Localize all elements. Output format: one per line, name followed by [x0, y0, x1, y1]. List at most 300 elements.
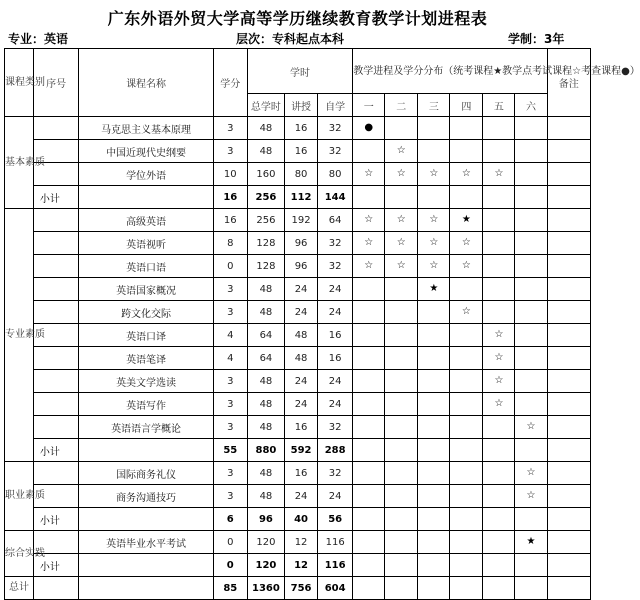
lecture-cell: 756 [285, 577, 318, 600]
semester-mark: ☆ [515, 485, 547, 508]
semester-mark [418, 393, 450, 416]
course-name [79, 508, 213, 531]
semester-mark [385, 577, 418, 600]
semester-mark [385, 393, 418, 416]
subtotal-label: 小计 [33, 439, 78, 462]
total-hours-cell: 48 [247, 278, 284, 301]
table-row [5, 209, 591, 232]
table-row [5, 347, 591, 370]
semester-mark [483, 416, 515, 439]
semester-mark [515, 439, 547, 462]
self-study-cell: 24 [318, 370, 353, 393]
semester-mark: ☆ [418, 255, 450, 278]
credits-cell: 0 [213, 531, 247, 554]
credits-cell: 8 [213, 232, 247, 255]
course-table [4, 48, 640, 600]
credits-cell: 3 [213, 301, 247, 324]
semester-mark [385, 278, 418, 301]
semester-mark [515, 554, 547, 577]
header-course-name: 课程名称 [79, 49, 213, 117]
course-name [79, 577, 213, 600]
course-name: 英语视听 [79, 232, 213, 255]
remarks-cell [547, 508, 591, 531]
remarks-cell [547, 117, 591, 140]
self-study-cell: 288 [318, 439, 353, 462]
course-name: 高级英语 [79, 209, 213, 232]
seq-cell [33, 232, 78, 255]
self-study-cell: 16 [318, 347, 353, 370]
remarks-cell [547, 140, 591, 163]
semester-mark: ☆ [353, 255, 385, 278]
semester-mark [418, 439, 450, 462]
semester-mark [450, 531, 483, 554]
total-hours-cell: 160 [247, 163, 284, 186]
semester-mark [353, 462, 385, 485]
semester-mark [483, 186, 515, 209]
semester-mark [483, 508, 515, 531]
semester-mark [515, 163, 547, 186]
semester-mark [353, 370, 385, 393]
seq-cell [33, 209, 78, 232]
credits-cell: 3 [213, 370, 247, 393]
self-study-cell: 64 [318, 209, 353, 232]
seq-cell [33, 393, 78, 416]
course-name: 商务沟通技巧 [79, 485, 213, 508]
semester-mark [483, 439, 515, 462]
credits-cell: 10 [213, 163, 247, 186]
lecture-cell: 48 [285, 324, 318, 347]
credits-cell: 85 [213, 577, 247, 600]
header-semester-4: 四 [450, 94, 483, 117]
total-hours-cell: 48 [247, 117, 284, 140]
semester-mark [385, 508, 418, 531]
credits-cell: 3 [213, 117, 247, 140]
header-hours: 学时 [247, 49, 352, 94]
lecture-cell: 16 [285, 462, 318, 485]
course-name: 英语口语 [79, 255, 213, 278]
seq-cell [33, 301, 78, 324]
total-hours-cell: 256 [247, 209, 284, 232]
category-basic: 基本素质 [5, 117, 34, 209]
semester-mark [385, 554, 418, 577]
semester-mark: ☆ [483, 370, 515, 393]
lecture-cell: 12 [285, 531, 318, 554]
semester-mark: ☆ [515, 416, 547, 439]
self-study-cell: 24 [318, 278, 353, 301]
table-row [5, 370, 591, 393]
semester-mark [418, 186, 450, 209]
seq-cell [33, 462, 78, 485]
semester-mark [483, 577, 515, 600]
subtotal-row [5, 439, 591, 462]
total-hours-cell: 48 [247, 301, 284, 324]
self-study-cell: 116 [318, 531, 353, 554]
course-name: 中国近现代史纲要 [79, 140, 213, 163]
lecture-cell: 16 [285, 416, 318, 439]
lecture-cell: 112 [285, 186, 318, 209]
semester-mark: ☆ [450, 255, 483, 278]
semester-mark [483, 140, 515, 163]
seq-cell [33, 577, 78, 600]
self-study-cell: 32 [318, 117, 353, 140]
self-study-cell: 24 [318, 393, 353, 416]
semester-mark: ☆ [385, 232, 418, 255]
table-row [5, 324, 591, 347]
remarks-cell [547, 347, 591, 370]
table-row [5, 140, 591, 163]
semester-mark [515, 301, 547, 324]
seq-cell [33, 370, 78, 393]
semester-mark: ☆ [353, 163, 385, 186]
lecture-cell: 24 [285, 393, 318, 416]
semester-mark: ★ [418, 278, 450, 301]
course-name [79, 554, 213, 577]
category-major: 专业素质 [5, 209, 34, 462]
self-study-cell: 32 [318, 255, 353, 278]
course-name: 英语笔译 [79, 347, 213, 370]
semester-mark: ● [353, 117, 385, 140]
semester-mark [418, 117, 450, 140]
level-label: 层次：专科起点本科 [236, 32, 345, 46]
semester-mark [353, 577, 385, 600]
remarks-cell [547, 531, 591, 554]
sheet-title: 广东外语外贸大学高等学历继续教育教学计划进程表 [107, 8, 488, 28]
semester-mark [483, 531, 515, 554]
table-row [5, 416, 591, 439]
semester-mark [385, 324, 418, 347]
credits-cell: 3 [213, 462, 247, 485]
semester-mark [385, 186, 418, 209]
semester-mark: ☆ [385, 209, 418, 232]
semester-mark [515, 393, 547, 416]
semester-mark [418, 485, 450, 508]
semester-mark [418, 301, 450, 324]
semester-mark: ☆ [450, 301, 483, 324]
header-semester-2: 二 [385, 94, 418, 117]
semester-mark [418, 554, 450, 577]
table-row [5, 462, 591, 485]
remarks-cell [547, 324, 591, 347]
semester-mark: ☆ [418, 232, 450, 255]
semester-mark: ☆ [353, 209, 385, 232]
course-name: 英语语言学概论 [79, 416, 213, 439]
self-study-cell: 604 [318, 577, 353, 600]
remarks-cell [547, 554, 591, 577]
course-name: 英语国家概况 [79, 278, 213, 301]
credits-cell: 3 [213, 278, 247, 301]
semester-mark [353, 347, 385, 370]
table-row [5, 163, 591, 186]
subtotal-label: 小计 [33, 508, 78, 531]
semester-mark [515, 347, 547, 370]
table-row [5, 485, 591, 508]
header-semester-3: 三 [418, 94, 450, 117]
semester-mark [385, 416, 418, 439]
semester-mark [450, 370, 483, 393]
lecture-cell: 80 [285, 163, 318, 186]
remarks-cell [547, 577, 591, 600]
semester-mark [418, 324, 450, 347]
semester-mark [353, 416, 385, 439]
course-name: 国际商务礼仪 [79, 462, 213, 485]
semester-mark [450, 508, 483, 531]
lecture-cell: 592 [285, 439, 318, 462]
total-row [5, 577, 591, 600]
total-hours-cell: 1360 [247, 577, 284, 600]
semester-mark [450, 278, 483, 301]
total-hours-cell: 880 [247, 439, 284, 462]
semester-mark [418, 347, 450, 370]
semester-mark [418, 531, 450, 554]
semester-mark: ☆ [385, 255, 418, 278]
lecture-cell: 24 [285, 301, 318, 324]
remarks-cell [547, 416, 591, 439]
total-hours-cell: 256 [247, 186, 284, 209]
total-hours-cell: 120 [247, 554, 284, 577]
semester-mark [353, 324, 385, 347]
semester-mark [418, 370, 450, 393]
remarks-cell [547, 439, 591, 462]
credits-cell: 3 [213, 393, 247, 416]
semester-mark: ★ [450, 209, 483, 232]
semester-mark [450, 577, 483, 600]
course-name [79, 186, 213, 209]
semester-mark [450, 117, 483, 140]
lecture-cell: 16 [285, 117, 318, 140]
semester-mark: ☆ [385, 140, 418, 163]
semester-mark [418, 140, 450, 163]
course-name: 学位外语 [79, 163, 213, 186]
semester-mark [450, 324, 483, 347]
table-row [5, 278, 591, 301]
semester-mark [483, 255, 515, 278]
course-name: 英语写作 [79, 393, 213, 416]
credits-cell: 0 [213, 554, 247, 577]
semester-mark [515, 324, 547, 347]
credits-cell: 3 [213, 140, 247, 163]
semester-mark [353, 301, 385, 324]
semester-mark [353, 186, 385, 209]
semester-mark [353, 531, 385, 554]
total-hours-cell: 48 [247, 462, 284, 485]
semester-mark [483, 554, 515, 577]
major-label: 专业：英语 [8, 32, 69, 46]
remarks-cell [547, 278, 591, 301]
total-hours-cell: 48 [247, 140, 284, 163]
total-hours-cell: 64 [247, 347, 284, 370]
semester-mark [353, 393, 385, 416]
table-row [5, 393, 591, 416]
credits-cell: 3 [213, 416, 247, 439]
self-study-cell: 32 [318, 232, 353, 255]
header-category: 课程类别 [5, 49, 34, 117]
total-hours-cell: 48 [247, 416, 284, 439]
lecture-cell: 96 [285, 255, 318, 278]
course-name: 英语毕业水平考试 [79, 531, 213, 554]
remarks-cell [547, 209, 591, 232]
credits-cell: 16 [213, 209, 247, 232]
remarks-cell [547, 301, 591, 324]
seq-cell [33, 347, 78, 370]
seq-cell [33, 416, 78, 439]
subtotal-label: 小计 [33, 186, 78, 209]
semester-mark: ☆ [418, 209, 450, 232]
semester-mark [515, 278, 547, 301]
semester-mark [385, 462, 418, 485]
remarks-cell [547, 232, 591, 255]
course-name: 马克思主义基本原理 [79, 117, 213, 140]
semester-mark [353, 140, 385, 163]
semester-mark [450, 347, 483, 370]
header-semester-6: 六 [515, 94, 547, 117]
total-hours-cell: 48 [247, 393, 284, 416]
remarks-cell [547, 186, 591, 209]
total-hours-cell: 128 [247, 232, 284, 255]
remarks-cell [547, 393, 591, 416]
semester-mark [483, 301, 515, 324]
semester-mark [385, 439, 418, 462]
self-study-cell: 16 [318, 324, 353, 347]
lecture-cell: 12 [285, 554, 318, 577]
semester-mark: ☆ [385, 163, 418, 186]
header-seq: 序号 [33, 49, 78, 117]
semester-mark [515, 508, 547, 531]
semester-mark [450, 416, 483, 439]
total-hours-cell: 128 [247, 255, 284, 278]
semester-mark [483, 209, 515, 232]
lecture-cell: 24 [285, 278, 318, 301]
semester-mark [418, 577, 450, 600]
semester-mark: ☆ [353, 232, 385, 255]
semester-mark [353, 439, 385, 462]
self-study-cell: 116 [318, 554, 353, 577]
semester-mark [483, 232, 515, 255]
course-name: 英语口译 [79, 324, 213, 347]
credits-cell: 0 [213, 255, 247, 278]
self-study-cell: 144 [318, 186, 353, 209]
credits-cell: 55 [213, 439, 247, 462]
semester-mark [515, 255, 547, 278]
total-hours-cell: 64 [247, 324, 284, 347]
lecture-cell: 16 [285, 140, 318, 163]
total-hours-cell: 48 [247, 370, 284, 393]
remarks-cell [547, 485, 591, 508]
semester-mark [353, 278, 385, 301]
header-semester-1: 一 [353, 94, 385, 117]
credits-cell: 6 [213, 508, 247, 531]
category-career: 职业素质 [5, 462, 34, 531]
semester-mark [385, 485, 418, 508]
header-self-study: 自学 [318, 94, 353, 117]
category-practice: 综合实践 [5, 531, 34, 577]
seq-cell [33, 278, 78, 301]
semester-mark [515, 577, 547, 600]
semester-mark [385, 370, 418, 393]
remarks-cell [547, 255, 591, 278]
lecture-cell: 24 [285, 485, 318, 508]
semester-mark [515, 209, 547, 232]
lecture-cell: 40 [285, 508, 318, 531]
table-row [5, 117, 591, 140]
header-lecture: 讲授 [285, 94, 318, 117]
semester-mark [353, 485, 385, 508]
semester-mark: ☆ [450, 163, 483, 186]
subtotal-row [5, 508, 591, 531]
semester-mark [450, 186, 483, 209]
lecture-cell: 192 [285, 209, 318, 232]
semester-mark [450, 554, 483, 577]
subtotal-label: 小计 [33, 554, 78, 577]
credits-cell: 16 [213, 186, 247, 209]
semester-mark [450, 439, 483, 462]
semester-mark [515, 140, 547, 163]
self-study-cell: 24 [318, 301, 353, 324]
remarks-cell [547, 163, 591, 186]
credits-cell: 4 [213, 347, 247, 370]
total-hours-cell: 96 [247, 508, 284, 531]
semester-mark: ☆ [483, 324, 515, 347]
semester-mark [450, 393, 483, 416]
total-label: 总计 [5, 577, 34, 600]
header-credits: 学分 [213, 49, 247, 117]
seq-cell [33, 255, 78, 278]
self-study-cell: 24 [318, 485, 353, 508]
semester-mark [353, 508, 385, 531]
course-name: 英美文学选读 [79, 370, 213, 393]
semester-mark: ☆ [418, 163, 450, 186]
semester-mark [418, 462, 450, 485]
semester-mark [483, 278, 515, 301]
credits-cell: 3 [213, 485, 247, 508]
self-study-cell: 80 [318, 163, 353, 186]
subtotal-row [5, 186, 591, 209]
header-row-1 [5, 49, 591, 94]
self-study-cell: 56 [318, 508, 353, 531]
credits-cell: 4 [213, 324, 247, 347]
remarks-cell [547, 370, 591, 393]
semester-mark: ☆ [483, 163, 515, 186]
semester-mark: ☆ [515, 462, 547, 485]
semester-mark [385, 117, 418, 140]
table-row [5, 232, 591, 255]
self-study-cell: 32 [318, 462, 353, 485]
seq-cell [33, 117, 78, 140]
header-total-hours: 总学时 [247, 94, 284, 117]
semester-mark [515, 370, 547, 393]
semester-mark: ☆ [483, 347, 515, 370]
semester-mark [483, 462, 515, 485]
duration-label: 学制：3年 [508, 32, 565, 46]
semester-mark [483, 117, 515, 140]
table-row [5, 255, 591, 278]
semester-mark [515, 186, 547, 209]
table-row [5, 301, 591, 324]
semester-mark [515, 117, 547, 140]
lecture-cell: 96 [285, 232, 318, 255]
semester-mark [385, 301, 418, 324]
semester-mark [450, 140, 483, 163]
lecture-cell: 48 [285, 347, 318, 370]
course-name [79, 439, 213, 462]
semester-mark [483, 485, 515, 508]
semester-mark [353, 554, 385, 577]
semester-mark [418, 416, 450, 439]
semester-mark [450, 462, 483, 485]
total-hours-cell: 120 [247, 531, 284, 554]
subtotal-row [5, 554, 591, 577]
semester-mark: ☆ [450, 232, 483, 255]
semester-mark [385, 347, 418, 370]
